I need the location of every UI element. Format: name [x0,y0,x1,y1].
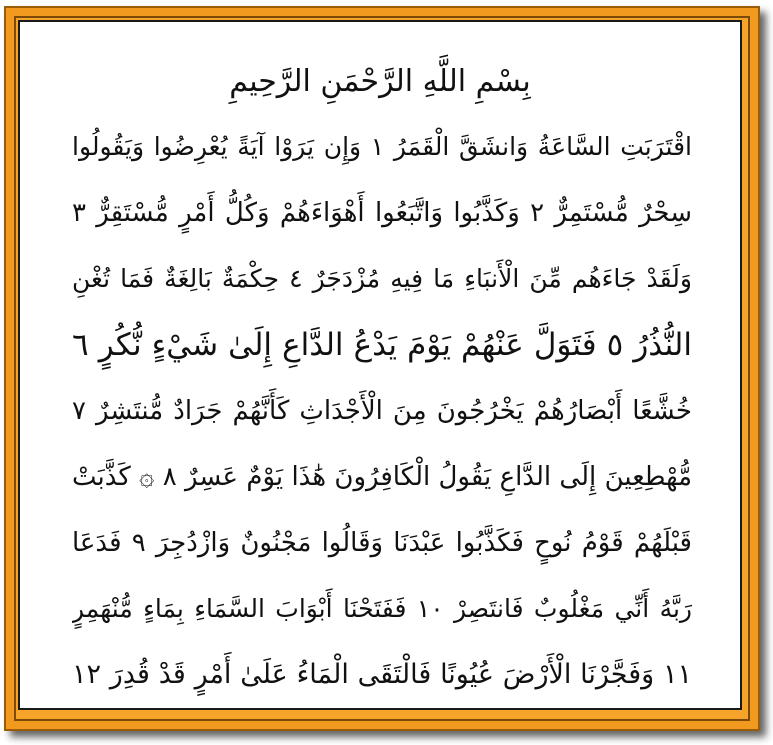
verse-line: رَبَّهُ أَنِّي مَغْلُوبٌ فَانتَصِرْ ١٠ فَفَتَحْنَا أَبْوَابَ السَّمَاءِ بِمَاءٍ مُّنْهَمِرٍ [72,594,692,623]
verse-line: خُشَّعًا أَبْصَارُهُمْ يَخْرُجُونَ مِنَ الْأَجْدَاثِ كَأَنَّهُمْ جَرَادٌ مُّنتَشِرٌ ٧ [72,396,692,426]
verse-line: قَبْلَهُمْ قَوْمُ نُوحٍ فَكَذَّبُوا عَبْدَنَا وَقَالُوا مَجْنُونٌ وَازْدُجِرَ ٩ فَدَعَا [72,528,692,558]
verse-line: اقْتَرَبَتِ السَّاعَةُ وَانشَقَّ الْقَمَرُ ١ وَإِن يَرَوْا آيَةً يُعْرِضُوا وَيَقُولُوا [72,132,692,161]
verse-line: مُّهْطِعِينَ إِلَى الدَّاعِ يَقُولُ الْكَافِرُونَ هَٰذَا يَوْمٌ عَسِرٌ ٨ ۞ كَذَّبَتْ [72,462,692,492]
verse-line: ١١ وَفَجَّرْنَا الْأَرْضَ عُيُونًا فَالْتَقَى الْمَاءُ عَلَىٰ أَمْرٍ قَدْ قُدِرَ ١٢ [72,659,692,690]
mushaf-page [18,20,742,710]
verse-line: سِحْرٌ مُّسْتَمِرٌّ ٢ وَكَذَّبُوا وَاتَّبَعُوا أَهْوَاءَهُمْ وَكُلُّ أَمْرٍ مُّسْتَقِرٌّ ٣ [72,198,692,228]
verse-line: النُّذُرُ ٥ فَتَوَلَّ عَنْهُمْ يَوْمَ يَدْعُ الدَّاعِ إِلَىٰ شَيْءٍ نُّكُرٍ ٦ [72,327,692,363]
verse-lines [72,114,692,708]
verse-line: وَلَقَدْ جَاءَهُم مِّنَ الْأَنبَاءِ مَا فِيهِ مُزْدَجَرٌ ٤ حِكْمَةٌ بَالِغَةٌ فَمَا تُغْنِ [72,264,692,293]
basmala-heading: بِسْمِ اللَّهِ الرَّحْمَنِ الرَّحِيمِ [229,64,531,99]
